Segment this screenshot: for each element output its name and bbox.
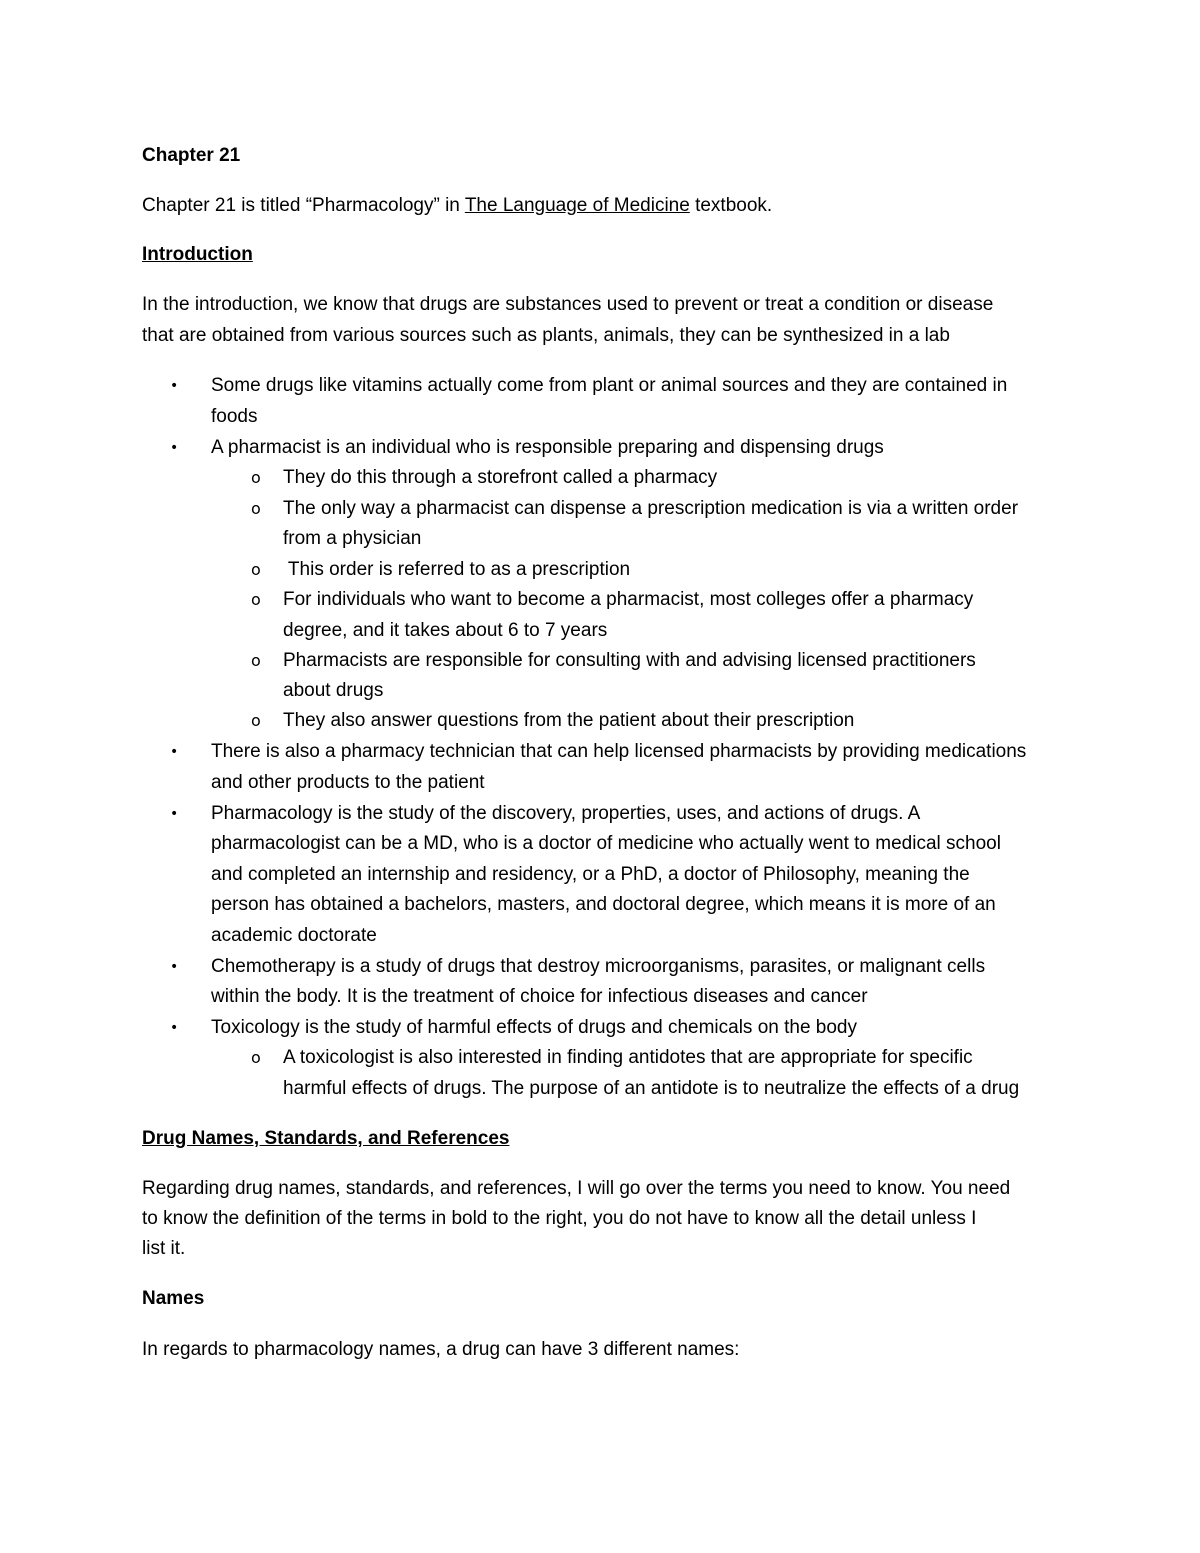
bullet-text: A pharmacist is an individual who is responsible preparing and dispensing drugs [211,437,884,458]
bullet-marker: • [170,440,179,456]
sub-bullet-marker: o [251,499,261,518]
bullet-text: and completed an internship and residency, or a PhD, a doctor of Philosophy, meaning the [211,864,970,885]
sub-bullet-text: They do this through a storefront called a pharmacy [283,467,718,488]
sub-bullet-text: They also answer questions from the patient about their prescription [283,710,855,731]
bullet-marker: • [170,959,179,975]
drug-names-heading: Drug Names, Standards, and References [142,1128,510,1149]
bullet-marker: • [170,744,179,760]
sub-bullet-text: harmful effects of drugs. The purpose of an antidote is to neutralize the effects of a drug [283,1078,1020,1099]
bullet-text: pharmacologist can be a MD, who is a doctor of medicine who actually went to medical school [211,833,1001,854]
bullet-text: Toxicology is the study of harmful effects of drugs and chemicals on the body [211,1017,857,1038]
intro-sentence-before: Chapter 21 is titled “Pharmacology” in [142,195,465,216]
sub-bullet-text: The only way a pharmacist can dispense a prescription medication is via a written order [283,498,1019,519]
sub-bullet-marker: o [251,1048,261,1067]
introduction-paragraph-line: that are obtained from various sources such as plants, animals, they can be synthesized in a lab [142,325,950,346]
bullet-text: foods [211,406,258,427]
sub-bullet-marker: o [251,651,261,670]
sub-bullet-text: degree, and it takes about 6 to 7 years [283,620,608,641]
intro-sentence [142,194,772,218]
bullet-marker: • [170,806,179,822]
book-title: The Language of Medicine [464,195,690,216]
bullet-marker: • [170,1020,179,1036]
sub-bullet-marker: o [251,560,261,579]
bullet-text: There is also a pharmacy technician that can help licensed pharmacists by providing medications [211,741,1027,762]
bullet-text: within the body. It is the treatment of choice for infectious diseases and cancer [211,986,868,1007]
bullet-text: Chemotherapy is a study of drugs that destroy microorganisms, parasites, or malignant cells [211,956,986,977]
sub-bullet-text: This order is referred to as a prescription [283,559,631,580]
bullet-text: Pharmacology is the study of the discovery, properties, uses, and actions of drugs. A [211,803,921,824]
drug-names-paragraph-line: Regarding drug names, standards, and references, I will go over the terms you need to know. You need [142,1178,1011,1199]
bullet-text: person has obtained a bachelors, masters, and doctoral degree, which means it is more of an [211,894,996,915]
sub-bullet-text: from a physician [283,528,422,549]
sub-bullet-text: Pharmacists are responsible for consulting with and advising licensed practitioners [283,650,976,671]
drug-names-paragraph-line: to know the definition of the terms in bold to the right, you do not have to know all the detail unless I [142,1208,977,1229]
chapter-heading: Chapter 21 [142,145,241,166]
drug-names-paragraph-line: list it. [142,1238,186,1259]
bullet-text: Some drugs like vitamins actually come from plant or animal sources and they are contained in [211,375,1008,396]
bullet-marker: • [170,378,179,394]
bullet-text: academic doctorate [211,925,377,946]
introduction-paragraph-line: In the introduction, we know that drugs are substances used to prevent or treat a condition or disease [142,294,994,315]
bullet-text: and other products to the patient [211,772,485,793]
names-heading: Names [142,1288,205,1309]
sub-bullet-marker: o [251,590,261,609]
names-paragraph-line: In regards to pharmacology names, a drug can have 3 different names: [142,1339,740,1360]
intro-sentence-after: textbook. [689,195,773,216]
sub-bullet-text: For individuals who want to become a pharmacist, most colleges offer a pharmacy [283,589,974,610]
sub-bullet-marker: o [251,711,261,730]
introduction-heading: Introduction [142,244,253,265]
sub-bullet-marker: o [251,468,261,487]
sub-bullet-text: about drugs [283,680,384,701]
sub-bullet-text: A toxicologist is also interested in finding antidotes that are appropriate for specific [283,1047,973,1068]
